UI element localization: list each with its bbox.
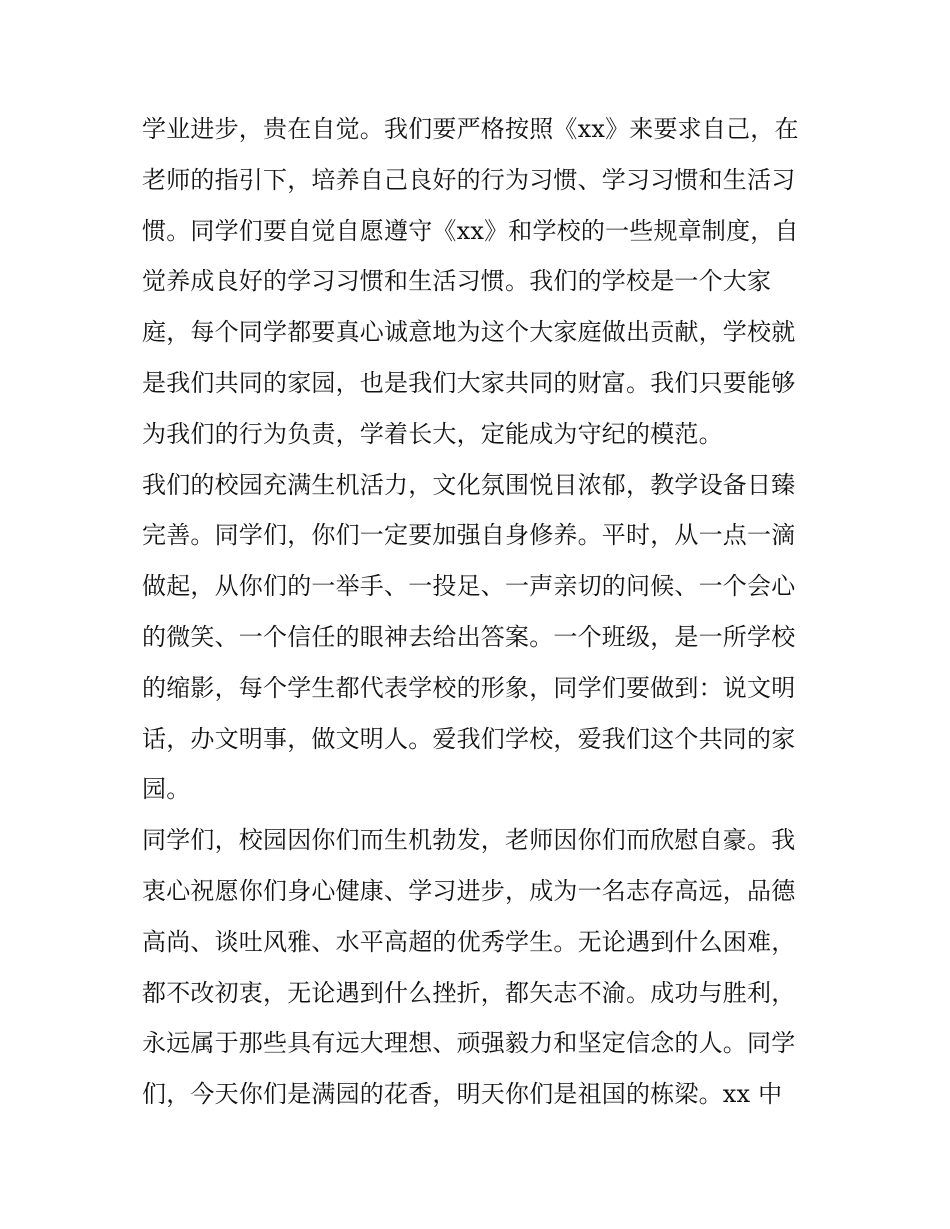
text-line: 老师的指引下，培养自己良好的行为习惯、学习习惯和生活习 xyxy=(142,165,796,194)
text-line: 庭，每个同学都要真心诚意地为这个大家庭做出贡献，学校就 xyxy=(142,318,796,347)
text-line: 为我们的行为负责，学着长大，定能成为守纪的模范。 xyxy=(142,419,723,448)
text-line: 是我们共同的家园，也是我们大家共同的财富。我们只要能够 xyxy=(142,368,796,397)
text-line: 同学们，校园因你们而生机勃发，老师因你们而欣慰自豪。我 xyxy=(142,826,796,855)
text-line: 完善。同学们，你们一定要加强自身修养。平时，从一点一滴 xyxy=(142,521,796,550)
text-line: 园。 xyxy=(142,775,191,804)
text-line: 们，今天你们是满园的花香，明天你们是祖国的栋梁。xx 中 xyxy=(142,1080,783,1109)
text-line: 做起，从你们的一举手、一投足、一声亲切的问候、一个会心 xyxy=(142,572,796,601)
text-line: 的缩影，每个学生都代表学校的形象，同学们要做到：说文明 xyxy=(142,673,796,702)
text-line: 我们的校园充满生机活力，文化氛围悦目浓郁，教学设备日臻 xyxy=(142,470,796,499)
text-line: 惯。同学们要自觉自愿遵守《xx》和学校的一些规章制度，自 xyxy=(142,216,799,245)
document-body xyxy=(142,104,822,1120)
text-line: 都不改初衷，无论遇到什么挫折，都矢志不渝。成功与胜利， xyxy=(142,978,796,1007)
text-line: 话，办文明事，做文明人。爱我们学校，爱我们这个共同的家 xyxy=(142,724,796,753)
text-line: 学业进步，贵在自觉。我们要严格按照《xx》来要求自己，在 xyxy=(142,115,799,143)
text-line: 衷心祝愿你们身心健康、学习进步，成为一名志存高远，品德 xyxy=(142,876,796,905)
text-line: 永远属于那些具有远大理想、顽强毅力和坚定信念的人。同学 xyxy=(142,1029,796,1058)
text-line: 的微笑、一个信任的眼神去给出答案。一个班级，是一所学校 xyxy=(142,622,796,651)
text-line: 高尚、谈吐风雅、水平高超的优秀学生。无论遇到什么困难， xyxy=(142,927,796,956)
text-line: 觉养成良好的学习习惯和生活习惯。我们的学校是一个大家 xyxy=(142,267,772,296)
